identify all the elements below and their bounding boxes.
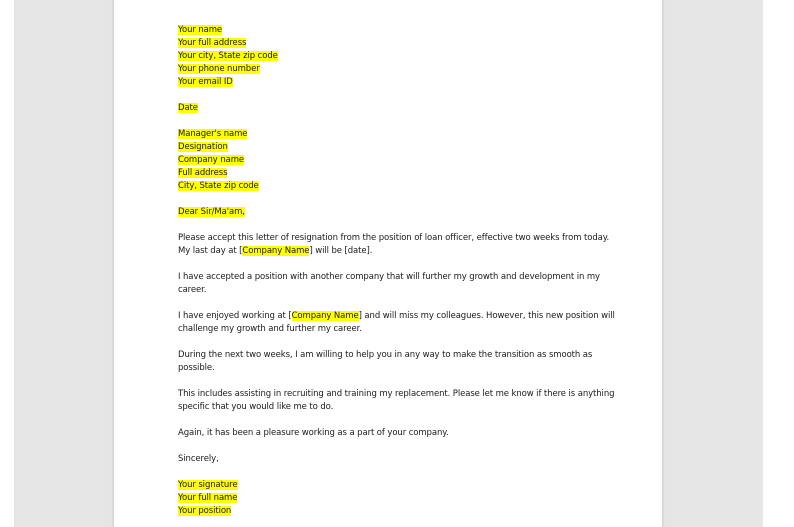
paragraph-1-line-2: [178, 245, 618, 258]
paragraph-2-line-1: I have accepted a position with another company that will further my growth and development in my: [178, 272, 600, 282]
recipient-name: Manager's name: [178, 129, 248, 139]
letter-date: Date: [178, 103, 198, 113]
signature-block-line: [178, 505, 618, 518]
recipient-block-line: [178, 141, 618, 154]
recipient-city: City, State zip code: [178, 181, 259, 191]
sender-block-line: [178, 76, 618, 89]
closing-line: Sincerely,: [178, 454, 219, 464]
paragraph-5-line-2: specific that you would like me to do.: [178, 402, 334, 412]
sender-address: Your full address: [178, 38, 247, 48]
signature-placeholder: Your signature: [178, 480, 238, 490]
blank-line: [178, 115, 618, 128]
signature-block-line: [178, 492, 618, 505]
company-name-placeholder: Company Name: [242, 246, 310, 256]
blank-line: [178, 414, 618, 427]
blank-line: [178, 219, 618, 232]
sender-name: Your name: [178, 25, 223, 35]
blank-line: [178, 466, 618, 479]
sender-block-line: [178, 37, 618, 50]
text-segment: ] will be [date].: [309, 246, 373, 256]
document-page[interactable]: [113, 0, 663, 527]
paragraph-4-line-1: During the next two weeks, I am willing to help you in any way to make the transition as smooth as: [178, 350, 593, 360]
paragraph-3-line-2: challenge my growth and further my career.: [178, 324, 362, 334]
text-segment: My last day at [: [178, 246, 243, 256]
paragraph-3-line-1: [178, 310, 618, 323]
recipient-block-line: [178, 128, 618, 141]
recipient-company: Company name: [178, 155, 245, 165]
blank-line: [178, 89, 618, 102]
sender-phone: Your phone number: [178, 64, 260, 74]
paragraph-6-line-1: Again, it has been a pleasure working as a part of your company.: [178, 428, 449, 438]
paragraph-2-line-2: career.: [178, 285, 207, 295]
date-line: [178, 102, 618, 115]
sender-email: Your email ID: [178, 77, 233, 87]
blank-line: [178, 193, 618, 206]
paragraph-5-line-1: This includes assisting in recruiting and training my replacement. Please let me know if there is anything: [178, 389, 615, 399]
signature-position: Your position: [178, 506, 232, 516]
blank-line: [178, 258, 618, 271]
salutation: Dear Sir/Ma'am,: [178, 207, 245, 217]
recipient-block-line: [178, 154, 618, 167]
blank-line: [178, 440, 618, 453]
blank-line: [178, 297, 618, 310]
letter-content[interactable]: [178, 24, 618, 518]
text-segment: ] and will miss my colleagues. However, this new position will: [358, 311, 615, 321]
recipient-address: Full address: [178, 168, 228, 178]
sender-city: Your city, State zip code: [178, 51, 278, 61]
recipient-block-line: [178, 167, 618, 180]
blank-line: [178, 375, 618, 388]
signature-block-line: [178, 479, 618, 492]
recipient-block-line: [178, 180, 618, 193]
salutation-line: [178, 206, 618, 219]
sender-block-line: [178, 50, 618, 63]
paragraph-1-line-1: Please accept this letter of resignation from the position of loan officer, effective two weeks from today.: [178, 233, 610, 243]
sender-block-line: [178, 63, 618, 76]
signature-full-name: Your full name: [178, 493, 238, 503]
text-segment: I have enjoyed working at [: [178, 311, 292, 321]
paragraph-4-line-2: possible.: [178, 363, 215, 373]
sender-block-line: [178, 24, 618, 37]
company-name-placeholder: Company Name: [291, 311, 359, 321]
blank-line: [178, 336, 618, 349]
recipient-designation: Designation: [178, 142, 228, 152]
